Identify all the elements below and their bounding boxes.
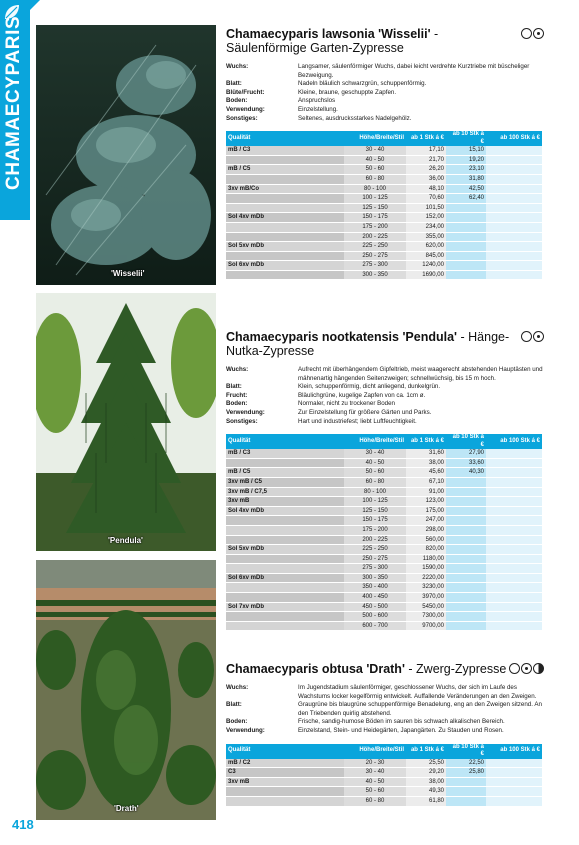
table-cell: 15,10 [446,146,486,155]
table-cell: 40 - 50 [344,458,406,468]
table-cell [486,796,542,806]
table-cell: 42,50 [446,184,486,194]
price-table [226,744,542,807]
table-cell: 23,10 [446,165,486,175]
table-cell [486,612,542,622]
table-cell: 300 - 350 [344,270,406,280]
property-row: Wuchs: Langsamer, säulenförmiger Wuchs, dabei leicht verdrehte Kurztriebe mit büscheliger Bezweigung. [226,63,530,79]
table-cell [226,535,344,545]
table-cell [486,506,542,516]
table-row [226,506,542,516]
table-cell: 3xv mB/Co [226,184,344,194]
table-cell [446,261,486,271]
table-cell: 234,00 [406,222,446,232]
table-cell: 200 - 225 [344,232,406,242]
table-cell [226,564,344,574]
table-cell [226,194,344,204]
table-cell: mB / C2 [226,759,344,768]
table-cell [486,593,542,603]
table-cell: 101,50 [406,203,446,213]
table-cell [486,759,542,768]
column-header: ab 100 Stk á € [486,131,542,146]
table-cell: 600 - 700 [344,621,406,631]
table-cell: 1690,00 [406,270,446,280]
table-row [226,777,542,787]
table-cell: 1240,00 [406,261,446,271]
table-row [226,516,542,526]
circle-icon [509,663,520,674]
table-row [226,621,542,631]
table-cell: 67,10 [406,477,446,487]
table-cell: 60 - 80 [344,174,406,184]
table-cell: 250 - 275 [344,251,406,261]
table-cell [226,516,344,526]
product-title [226,27,516,55]
table-cell [486,203,542,213]
table-cell [486,213,542,223]
product-title-rest: - Säulenförmige Garten-Zypresse [226,27,439,55]
table-cell [486,621,542,631]
table-cell [226,251,344,261]
table-cell [446,573,486,583]
table-cell: 125 - 150 [344,203,406,213]
table-cell [486,458,542,468]
table-cell: 250 - 275 [344,554,406,564]
table-row [226,535,542,545]
table-row [226,251,542,261]
property-row: Blatt: Nadeln bläulich schwarzgrün, schuppenförmig. [226,80,427,88]
property-row: Wuchs: Im Jugendstadium säulenförmiger, geschlossener Wuchs, der sich im Laufe des Wachstums locker kegelförmig entwickelt. Auffallende Veränderungen an den Zweigen. [226,684,537,700]
table-cell: Sol 4xv mDb [226,506,344,516]
table-cell: 450 - 500 [344,602,406,612]
table-cell [446,535,486,545]
table-cell: 30 - 40 [344,768,406,778]
table-cell [486,787,542,797]
symbol-group [509,663,544,674]
table-cell [486,535,542,545]
table-cell: 62,40 [446,194,486,204]
table-cell [446,602,486,612]
property-row: Sonstiges: Seltenes, ausdrucksstarkes Nadelgehölz. [226,114,412,122]
product-title-bold: Chamaecyparis nootkatensis 'Pendula' [226,330,458,344]
table-cell [486,497,542,507]
product-title [226,330,521,358]
column-header: Qualität [226,131,344,146]
table-cell: 38,00 [406,777,446,787]
table-cell: 200 - 225 [344,535,406,545]
table-cell: 45,60 [406,468,446,478]
price-table-header [226,744,542,759]
column-header: Qualität [226,744,344,759]
table-cell: 21,70 [406,155,446,165]
table-cell [226,796,344,806]
page-number: 418 [12,817,34,832]
table-cell: 80 - 100 [344,487,406,497]
table-cell [486,545,542,555]
table-cell [226,155,344,165]
table-cell: 7300,00 [406,612,446,622]
table-row [226,545,542,555]
table-row [226,270,542,280]
table-row [226,487,542,497]
table-row [226,573,542,583]
table-cell [486,194,542,204]
table-cell [486,477,542,487]
table-row [226,768,542,778]
table-row [226,787,542,797]
product-section-drath [226,662,546,807]
table-cell [446,477,486,487]
table-row [226,564,542,574]
product-section-wisselii [226,27,546,280]
table-cell: 33,60 [446,458,486,468]
column-header: ab 1 Stk á € [406,131,446,146]
property-row: Blatt: Klein, schuppenförmig, dicht anliegend, dunkelgrün. [226,383,441,391]
table-row [226,184,542,194]
property-row: Blüte/Frucht: Kleine, braune, geschuppte Zapfen. [226,88,397,96]
table-cell [446,545,486,555]
product-title-bold: Chamaecyparis obtusa 'Drath' [226,662,405,676]
table-cell [226,554,344,564]
table-cell [486,487,542,497]
table-cell [486,146,542,155]
table-cell: 400 - 450 [344,593,406,603]
table-cell: 49,30 [406,787,446,797]
photo-wisselii [36,25,216,285]
table-cell: Sol 7xv mDb [226,602,344,612]
photo-pendula [36,293,216,551]
price-table-header [226,434,542,449]
table-cell [226,458,344,468]
column-header: ab 10 Stk á € [446,434,486,449]
table-cell: 100 - 125 [344,497,406,507]
table-row [226,477,542,487]
table-cell: 1180,00 [406,554,446,564]
column-header: ab 1 Stk á € [406,434,446,449]
circle-half-icon [533,663,544,674]
table-cell [226,270,344,280]
table-row [226,458,542,468]
table-cell: 3xv mB / C5 [226,477,344,487]
price-table [226,131,542,280]
table-cell [486,564,542,574]
table-cell: 40,30 [446,468,486,478]
table-row [226,146,542,155]
column-header: ab 100 Stk á € [486,744,542,759]
symbol-group [521,331,544,342]
table-cell: 123,00 [406,497,446,507]
table-cell [486,449,542,458]
table-cell: 25,80 [446,768,486,778]
table-cell: 2220,00 [406,573,446,583]
table-cell [486,554,542,564]
table-cell: Sol 5xv mDb [226,242,344,252]
table-cell: 125 - 150 [344,506,406,516]
table-cell: 30 - 40 [344,449,406,458]
table-cell: 38,00 [406,458,446,468]
table-cell [446,583,486,593]
table-cell: 48,10 [406,184,446,194]
table-cell: 175,00 [406,506,446,516]
table-cell: 275 - 300 [344,261,406,271]
table-cell: 29,20 [406,768,446,778]
table-cell [486,573,542,583]
table-cell: Sol 5xv mDb [226,545,344,555]
table-cell: 50 - 60 [344,468,406,478]
column-header: ab 10 Stk á € [446,131,486,146]
table-cell [486,525,542,535]
table-cell [446,554,486,564]
table-cell: 3970,00 [406,593,446,603]
table-cell: 25,50 [406,759,446,768]
table-cell: 225 - 250 [344,242,406,252]
table-cell: mB / C3 [226,146,344,155]
table-cell: 300 - 350 [344,573,406,583]
table-cell [226,593,344,603]
property-row: Blatt: Graugrüne bis blaugrüne schuppenförmige Benadelung, eng an den Zweigen sitzend. An den Triebenden quirlig abstehend. [226,701,542,717]
table-cell: 40 - 50 [344,777,406,787]
table-cell: C3 [226,768,344,778]
table-cell: 27,90 [446,449,486,458]
property-row: Verwendung: Zur Einzelstellung für größere Gärten und Parks. [226,408,432,416]
table-cell [486,222,542,232]
table-cell [486,261,542,271]
table-cell [226,787,344,797]
table-row [226,468,542,478]
table-row [226,165,542,175]
table-row [226,203,542,213]
table-cell: 275 - 300 [344,564,406,574]
table-row [226,525,542,535]
column-header: Qualität [226,434,344,449]
table-cell: 3xv mB / C7,5 [226,487,344,497]
property-row: Verwendung: Einzelstand, Stein- und Heidegärten, Japangärten. Zu Stauden und Rosen. [226,726,504,734]
table-cell: 60 - 80 [344,477,406,487]
table-row [226,155,542,165]
table-cell [486,468,542,478]
table-row [226,497,542,507]
property-row: Boden: Anspruchslos [226,97,336,105]
table-cell [446,497,486,507]
table-cell: 175 - 200 [344,222,406,232]
circle-icon [521,331,532,342]
table-cell [446,232,486,242]
table-cell: 820,00 [406,545,446,555]
table-cell [486,768,542,778]
circle-dot-icon [533,28,544,39]
column-header: Höhe/Breite/Stil [344,744,406,759]
table-cell [486,242,542,252]
table-cell [446,777,486,787]
property-list [226,366,546,426]
table-cell: 150 - 175 [344,516,406,526]
table-cell [446,564,486,574]
table-cell [226,222,344,232]
column-header: ab 100 Stk á € [486,434,542,449]
table-cell [486,516,542,526]
table-cell [226,621,344,631]
table-cell: 91,00 [406,487,446,497]
table-cell [486,583,542,593]
table-cell: 36,00 [406,174,446,184]
table-cell [446,612,486,622]
product-title-rest: - Hänge-Nutka-Zypresse [226,330,510,358]
table-cell: mB / C5 [226,165,344,175]
property-row: Boden: Normaler, nicht zu trockener Boden [226,400,395,408]
product-title-rest: - Zwerg-Zypresse [404,662,507,676]
table-cell [446,203,486,213]
table-cell: 60 - 80 [344,796,406,806]
table-cell: 22,50 [446,759,486,768]
table-cell: 355,00 [406,232,446,242]
table-cell: 3xv mB [226,777,344,787]
table-cell: 31,60 [406,449,446,458]
table-cell [446,796,486,806]
photo-caption: 'Wisselii' [111,269,145,278]
price-table [226,434,542,631]
table-cell: 20 - 30 [344,759,406,768]
table-cell [226,583,344,593]
table-cell: 298,00 [406,525,446,535]
table-row [226,583,542,593]
table-cell: Sol 6xv mDb [226,261,344,271]
product-title [226,662,511,676]
table-cell: 175 - 200 [344,525,406,535]
table-cell [486,270,542,280]
table-cell: 3xv mB [226,497,344,507]
property-row: Wuchs: Aufrecht mit überhängendem Gipfeltrieb, meist waagerecht abstehenden Hauptästen und mähnenartig hängenden Seitenzweigen; schnellwüchsig, bis 15 m hoch. [226,366,543,382]
table-cell: 845,00 [406,251,446,261]
table-cell: 560,00 [406,535,446,545]
table-cell: 30 - 40 [344,146,406,155]
table-cell [446,593,486,603]
circle-dot-icon [533,331,544,342]
table-cell: Sol 6xv mDb [226,573,344,583]
table-cell [226,174,344,184]
table-row [226,194,542,204]
column-header: Höhe/Breite/Stil [344,434,406,449]
table-cell: 5450,00 [406,602,446,612]
table-row [226,232,542,242]
table-cell: 1590,00 [406,564,446,574]
table-cell: Sol 4xv mDb [226,213,344,223]
column-header: ab 1 Stk á € [406,744,446,759]
sidebar [0,0,30,845]
column-header: Höhe/Breite/Stil [344,131,406,146]
table-cell [446,222,486,232]
table-cell [446,787,486,797]
table-row [226,612,542,622]
table-cell: 225 - 250 [344,545,406,555]
table-cell: 61,80 [406,796,446,806]
table-cell: 17,10 [406,146,446,155]
table-cell [486,777,542,787]
photo-caption: 'Drath' [114,804,139,813]
table-row [226,213,542,223]
property-row: Verwendung: Einzelstellung. [226,105,338,113]
table-row [226,449,542,458]
table-row [226,261,542,271]
table-cell: 100 - 125 [344,194,406,204]
table-cell: 50 - 60 [344,787,406,797]
table-row [226,796,542,806]
property-row: Boden: Frische, sandig-humose Böden im sauren bis schwach alkalischen Bereich. [226,718,505,726]
table-cell [226,232,344,242]
table-row [226,759,542,768]
photo-caption: 'Pendula' [108,536,143,545]
table-cell: 150 - 175 [344,213,406,223]
table-cell [226,525,344,535]
table-cell [446,506,486,516]
table-cell [446,251,486,261]
table-cell: 31,80 [446,174,486,184]
sidebar-title: CHAMAECYPARIS [3,15,24,190]
table-cell [446,213,486,223]
table-row [226,222,542,232]
table-row [226,242,542,252]
table-cell: 620,00 [406,242,446,252]
table-cell: 70,60 [406,194,446,204]
table-cell [446,525,486,535]
table-cell: mB / C5 [226,468,344,478]
table-cell [226,203,344,213]
table-row [226,174,542,184]
circle-dot-icon [521,663,532,674]
price-table-header [226,131,542,146]
property-row: Sonstiges: Hart und industriefest; liebt Luftfeuchtigkeit. [226,417,417,425]
table-cell [446,487,486,497]
column-header: ab 10 Stk á € [446,744,486,759]
table-cell [486,174,542,184]
circle-icon [521,28,532,39]
table-cell [486,602,542,612]
table-cell [446,270,486,280]
table-cell: 247,00 [406,516,446,526]
table-cell: 350 - 400 [344,583,406,593]
table-cell: 500 - 600 [344,612,406,622]
product-section-pendula [226,330,546,631]
table-row [226,602,542,612]
table-cell [486,155,542,165]
table-cell: 152,00 [406,213,446,223]
table-cell [446,621,486,631]
table-cell [446,516,486,526]
symbol-group [521,28,544,39]
property-list [226,63,546,123]
table-cell [486,165,542,175]
table-row [226,593,542,603]
table-cell [486,232,542,242]
table-cell: 26,20 [406,165,446,175]
table-cell [446,242,486,252]
table-cell: mB / C3 [226,449,344,458]
property-row: Frucht: Bläulichgrüne, kugelige Zapfen von ca. 1cm ø. [226,391,426,399]
product-title-bold: Chamaecyparis lawsonia 'Wisselii' [226,27,431,41]
property-list [226,684,546,736]
table-cell: 50 - 60 [344,165,406,175]
table-cell [486,251,542,261]
table-cell [486,184,542,194]
table-cell: 19,20 [446,155,486,165]
table-row [226,554,542,564]
table-cell [226,612,344,622]
photo-drath [36,560,216,820]
table-cell: 3230,00 [406,583,446,593]
table-cell: 40 - 50 [344,155,406,165]
table-cell: 9700,00 [406,621,446,631]
table-cell: 80 - 100 [344,184,406,194]
